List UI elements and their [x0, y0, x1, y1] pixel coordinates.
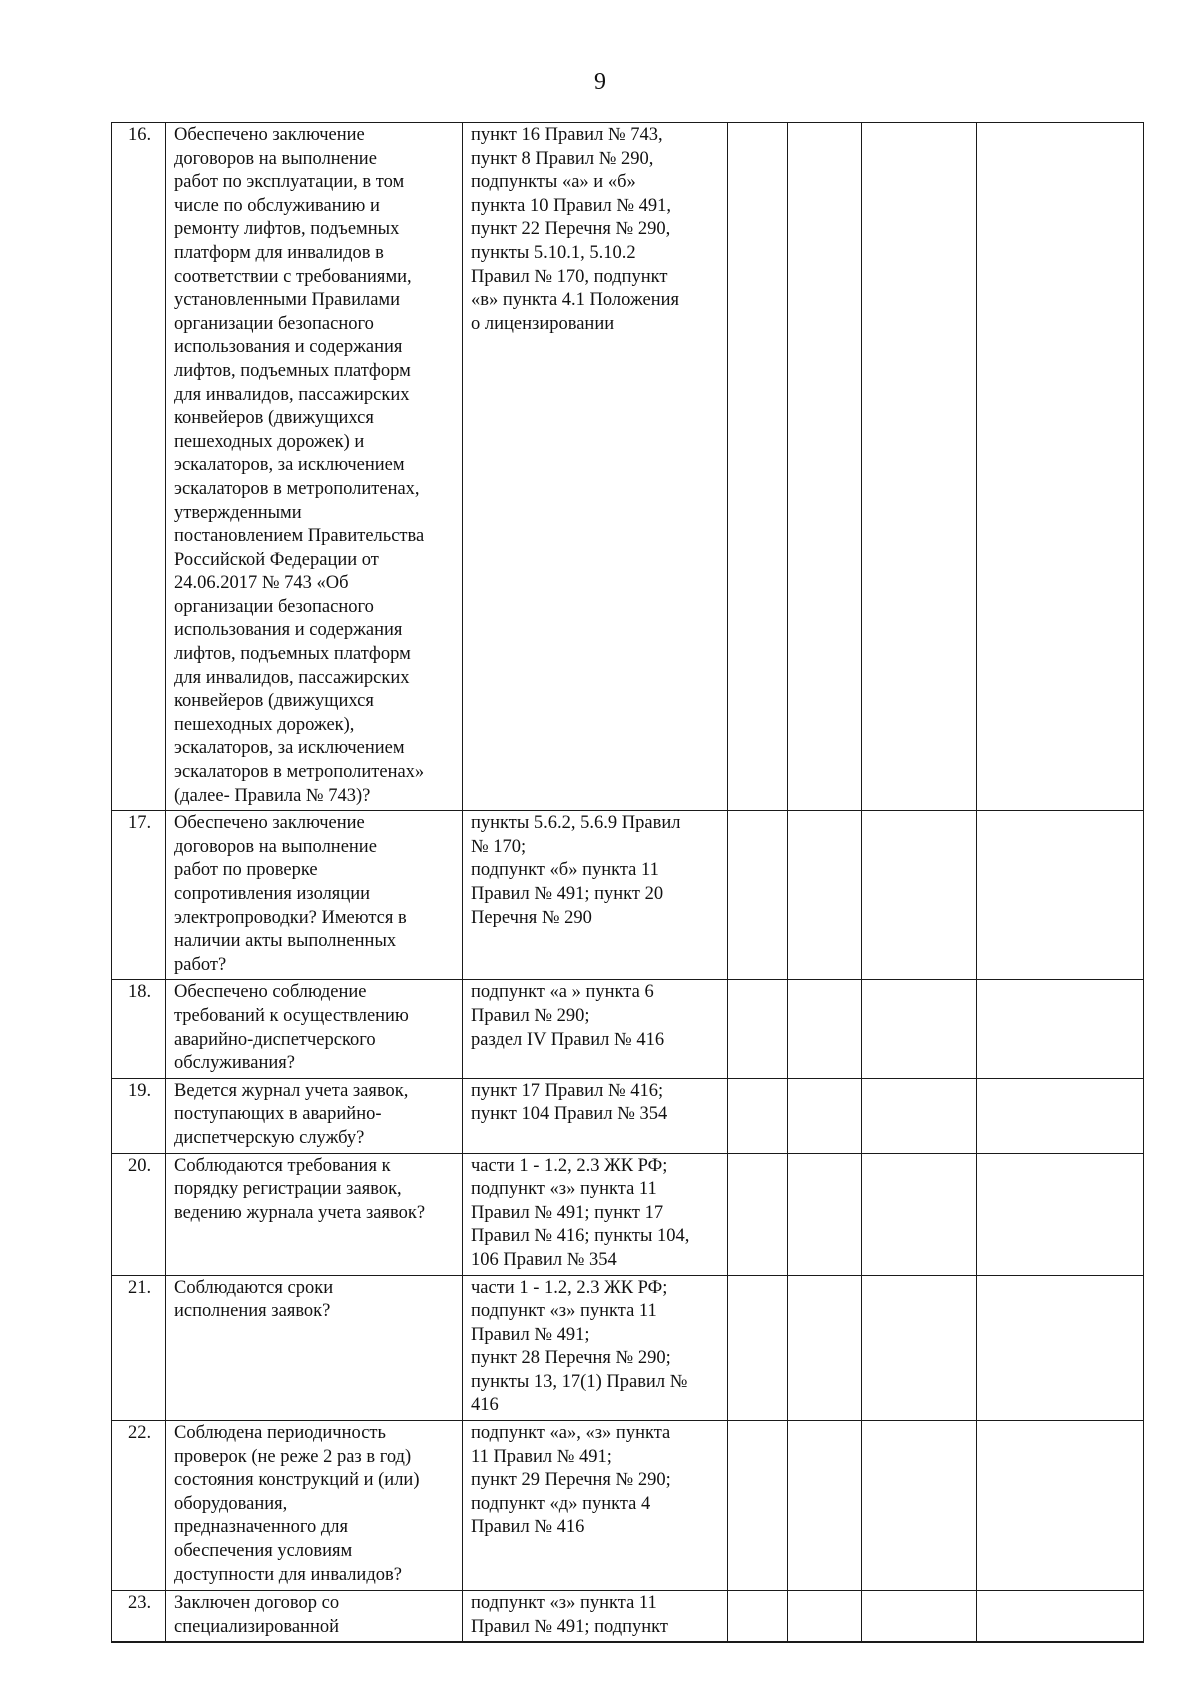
row-number: 17.	[112, 811, 166, 980]
requirement-cell: подпункт «а » пункта 6 Правил № 290; раздел IV Правил № 416	[463, 980, 728, 1078]
note-cell[interactable]	[977, 811, 1144, 980]
answer-na-cell[interactable]	[862, 1421, 977, 1591]
question-cell: Обеспечено заключение договоров на выполнение работ по проверке сопротивления изоляции электропроводки? Имеются в наличии акты выполненных работ?	[166, 811, 463, 980]
row-number: 18.	[112, 980, 166, 1078]
requirement-cell: части 1 - 1.2, 2.3 ЖК РФ; подпункт «з» пункта 11 Правил № 491; пункт 17 Правил № 416; пункты 104, 106 Правил № 354	[463, 1153, 728, 1275]
question-cell: Соблюдаются требования к порядку регистрации заявок, ведению журнала учета заявок?	[166, 1153, 463, 1275]
page-number: 9	[594, 69, 606, 95]
answer-na-cell[interactable]	[862, 123, 977, 811]
answer-na-cell[interactable]	[862, 811, 977, 980]
table-row	[112, 123, 1144, 811]
question-cell: Ведется журнал учета заявок, поступающих в аварийно- диспетчерскую службу?	[166, 1078, 463, 1153]
table-row	[112, 1078, 1144, 1153]
table-row	[112, 1153, 1144, 1275]
note-cell[interactable]	[977, 1078, 1144, 1153]
table-row	[112, 1275, 1144, 1421]
row-number: 21.	[112, 1275, 166, 1421]
question-cell: Соблюдена периодичность проверок (не реже 2 раз в год) состояния конструкций и (или) оборудования, предназначенного для обеспечения условиям доступности для инвалидов?	[166, 1421, 463, 1591]
row-number: 16.	[112, 123, 166, 811]
row-number: 23.	[112, 1591, 166, 1643]
row-number: 20.	[112, 1153, 166, 1275]
requirement-cell: подпункт «а», «з» пункта 11 Правил № 491; пункт 29 Перечня № 290; подпункт «д» пункта 4 Правил № 416	[463, 1421, 728, 1591]
note-cell[interactable]	[977, 1421, 1144, 1591]
answer-na-cell[interactable]	[862, 1591, 977, 1643]
answer-no-cell[interactable]	[788, 811, 862, 980]
note-cell[interactable]	[977, 1275, 1144, 1421]
answer-yes-cell[interactable]	[728, 1591, 788, 1643]
question-cell: Заключен договор со специализированной	[166, 1591, 463, 1643]
answer-no-cell[interactable]	[788, 123, 862, 811]
note-cell[interactable]	[977, 1153, 1144, 1275]
requirement-cell: части 1 - 1.2, 2.3 ЖК РФ; подпункт «з» пункта 11 Правил № 491; пункт 28 Перечня № 290; пункты 13, 17(1) Правил № 416	[463, 1275, 728, 1421]
answer-yes-cell[interactable]	[728, 1421, 788, 1591]
checklist-table	[111, 122, 1144, 1643]
requirement-cell: пункты 5.6.2, 5.6.9 Правил № 170; подпункт «б» пункта 11 Правил № 491; пункт 20 Перечня № 290	[463, 811, 728, 980]
answer-na-cell[interactable]	[862, 1153, 977, 1275]
answer-yes-cell[interactable]	[728, 1275, 788, 1421]
answer-no-cell[interactable]	[788, 1153, 862, 1275]
question-cell: Обеспечено соблюдение требований к осуществлению аварийно-диспетчерского обслуживания?	[166, 980, 463, 1078]
question-cell: Соблюдаются сроки исполнения заявок?	[166, 1275, 463, 1421]
answer-no-cell[interactable]	[788, 1275, 862, 1421]
table-row	[112, 811, 1144, 980]
table-row	[112, 1421, 1144, 1591]
answer-no-cell[interactable]	[788, 1421, 862, 1591]
answer-yes-cell[interactable]	[728, 811, 788, 980]
answer-yes-cell[interactable]	[728, 1153, 788, 1275]
table-row	[112, 980, 1144, 1078]
answer-yes-cell[interactable]	[728, 123, 788, 811]
answer-no-cell[interactable]	[788, 1078, 862, 1153]
note-cell[interactable]	[977, 1591, 1144, 1643]
requirement-cell: подпункт «з» пункта 11 Правил № 491; подпункт	[463, 1591, 728, 1643]
row-number: 22.	[112, 1421, 166, 1591]
answer-yes-cell[interactable]	[728, 980, 788, 1078]
answer-na-cell[interactable]	[862, 1275, 977, 1421]
answer-yes-cell[interactable]	[728, 1078, 788, 1153]
requirement-cell: пункт 17 Правил № 416; пункт 104 Правил № 354	[463, 1078, 728, 1153]
note-cell[interactable]	[977, 123, 1144, 811]
question-cell: Обеспечено заключение договоров на выполнение работ по эксплуатации, в том числе по обслуживанию и ремонту лифтов, подъемных платформ для инвалидов в соответствии с требованиями, установленными Правилами организации безопасного использования и содержания лифтов, подъемных платформ для инвалидов, пассажирских конвейеров (движущихся пешеходных дорожек) и эскалаторов, за исключением эскалаторов в метрополитенах, утвержденными постановлением Правительства Российской Федерации от 24.06.2017 № 743 «Об организации безопасного использования и содержания лифтов, подъемных платформ для инвалидов, пассажирских конвейеров (движущихся пешеходных дорожек), эскалаторов, за исключением эскалаторов в метрополитенах» (далее- Правила № 743)?	[166, 123, 463, 811]
table-row	[112, 1591, 1144, 1643]
answer-na-cell[interactable]	[862, 1078, 977, 1153]
note-cell[interactable]	[977, 980, 1144, 1078]
answer-na-cell[interactable]	[862, 980, 977, 1078]
answer-no-cell[interactable]	[788, 980, 862, 1078]
row-number: 19.	[112, 1078, 166, 1153]
requirement-cell: пункт 16 Правил № 743, пункт 8 Правил № 290, подпункты «а» и «б» пункта 10 Правил № 491, пункт 22 Перечня № 290, пункты 5.10.1, 5.10.2 Правил № 170, подпункт «в» пункта 4.1 Положения о лицензировании	[463, 123, 728, 811]
answer-no-cell[interactable]	[788, 1591, 862, 1643]
